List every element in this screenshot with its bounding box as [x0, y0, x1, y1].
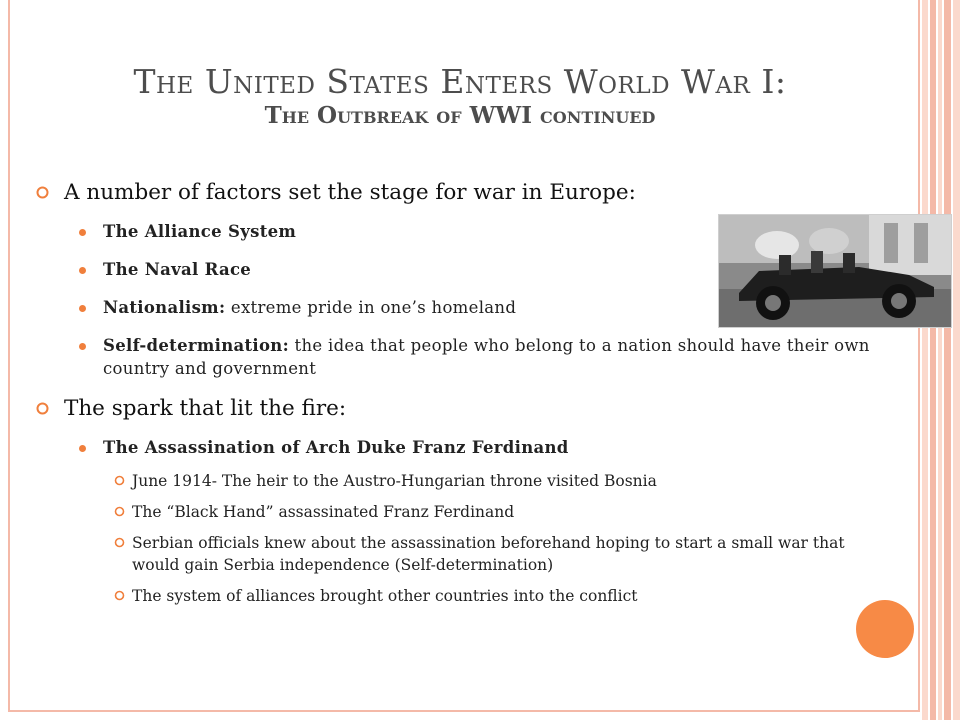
item-desc: the idea that people who belong to a nation should have their own country and government — [103, 336, 870, 378]
section-heading-factors — [36, 178, 896, 208]
sub-point — [36, 532, 896, 576]
side-stripe-2 — [930, 0, 936, 720]
section-heading-text: The spark that lit the fire: — [64, 396, 347, 421]
item-term: Self-determination: — [103, 336, 289, 355]
orange-dot-icon — [79, 229, 86, 236]
orange-dot-icon — [79, 305, 86, 312]
side-stripe-4 — [944, 0, 951, 720]
item-term: The Alliance System — [103, 222, 297, 241]
sub-point — [36, 501, 896, 523]
section-heading-spark — [36, 394, 896, 424]
hollow-orange-circle-icon — [36, 402, 49, 415]
title-line-2: The Outbreak of WWI continued — [264, 102, 656, 129]
section-heading-text: A number of factors set the stage for war in Europe: — [64, 180, 636, 205]
item-term: The Naval Race — [103, 260, 252, 279]
slide-title — [30, 62, 890, 130]
item-term: Nationalism: — [103, 298, 226, 317]
small-hollow-orange-circle-icon — [114, 590, 125, 601]
motorcade-photo — [718, 214, 952, 328]
side-stripe-3 — [938, 0, 942, 720]
small-hollow-orange-circle-icon — [114, 475, 125, 486]
motorcade-photo-image — [719, 215, 951, 327]
small-hollow-orange-circle-icon — [114, 506, 125, 517]
sub-point-text: June 1914- The heir to the Austro-Hungarian throne visited Bosnia — [132, 472, 657, 490]
hollow-orange-circle-icon — [36, 186, 49, 199]
orange-circle-decoration — [856, 600, 914, 658]
orange-dot-icon — [79, 267, 86, 274]
item-desc: extreme pride in one’s homeland — [225, 298, 517, 317]
list-item-assassination — [36, 436, 896, 459]
side-stripe-5 — [953, 0, 960, 720]
sub-point-text: The “Black Hand” assassinated Franz Ferdinand — [132, 503, 515, 521]
sub-point — [36, 470, 896, 492]
title-line-1: The United States Enters World War I: — [133, 62, 787, 101]
item-term: The Assassination of Arch Duke Franz Ferdinand — [103, 438, 569, 457]
sub-point-text: Serbian officials knew about the assassination beforehand hoping to start a small war that would gain Serbia independence (Self-determination) — [132, 534, 845, 574]
side-stripe-1 — [922, 0, 928, 720]
orange-dot-icon — [79, 343, 86, 350]
list-item — [36, 334, 896, 380]
sub-point — [36, 585, 896, 607]
sub-point-text: The system of alliances brought other countries into the conflict — [132, 587, 638, 605]
orange-dot-icon — [79, 445, 86, 452]
small-hollow-orange-circle-icon — [114, 537, 125, 548]
